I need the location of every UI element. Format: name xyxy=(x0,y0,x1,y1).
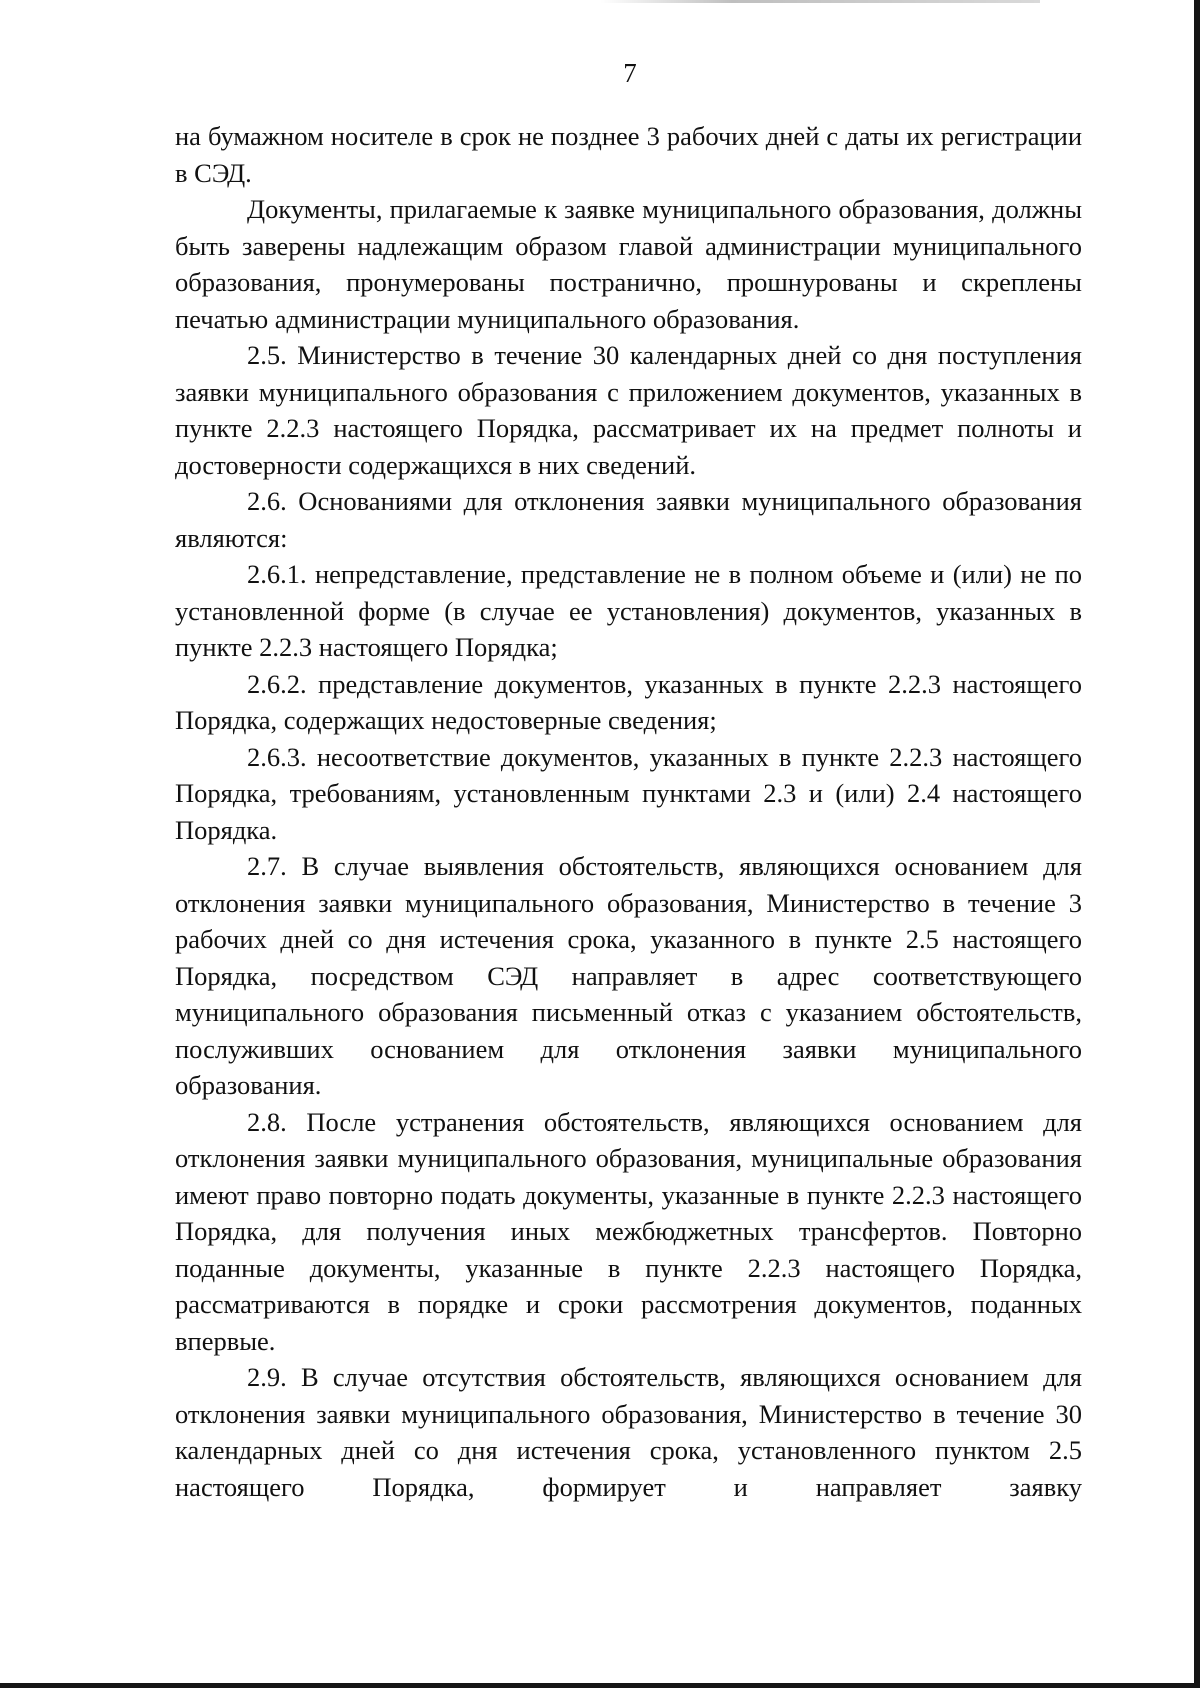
paragraph-2-6-3: 2.6.3. несоответствие документов, указанных в пункте 2.2.3 настоящего Порядка, требованиям, установленным пунктами 2.3 и (или) 2.4 настоящего Порядка. xyxy=(175,741,1082,845)
paragraph-2-8: 2.8. После устранения обстоятельств, являющихся основанием для отклонения заявки муниципального образования, муниципальные образования имеют право повторно подать документы, указанные в пункте 2.2.3 настоящего Порядка, для получения иных межбюджетных трансфертов. Повторно поданные документы, указанные в пункте 2.2.3 настоящего Порядка, рассматриваются в порядке и сроки рассмотрения документов, поданных впервые. xyxy=(175,1106,1082,1356)
scan-edge-right xyxy=(1194,0,1200,1688)
scan-edge-top xyxy=(600,0,1040,3)
paragraph-2-6-2: 2.6.2. представление документов, указанных в пункте 2.2.3 настоящего Порядка, содержащих недостоверные сведения; xyxy=(175,668,1082,735)
document-body xyxy=(175,118,1082,1505)
paragraph-continuation: на бумажном носителе в срок не позднее 3 рабочих дней с даты их регистрации в СЭД. xyxy=(175,121,1082,188)
paragraph-documents-certification: Документы, прилагаемые к заявке муниципального образования, должны быть заверены надлежащим образом главой администрации муниципального образования, пронумерованы постранично, прошнурованы и скреплены печатью администрации муниципального образования. xyxy=(175,194,1082,334)
paragraph-2-5: 2.5. Министерство в течение 30 календарных дней со дня поступления заявки муниципального образования с приложением документов, указанных в пункте 2.2.3 настоящего Порядка, рассматривает их на предмет полноты и достоверности содержащихся в них сведений. xyxy=(175,340,1082,480)
paragraph-2-6-1: 2.6.1. непредставление, представление не в полном объеме и (или) не по установленной форме (в случае ее установления) документов, указанных в пункте 2.2.3 настоящего Порядка; xyxy=(175,559,1082,662)
scan-edge-bottom xyxy=(0,1683,1200,1688)
paragraph-2-9: 2.9. В случае отсутствия обстоятельств, являющихся основанием для отклонения заявки муниципального образования, Министерство в течение 30 календарных дней со дня истечения срока, установленного пунктом 2.5 настоящего Порядка, формирует и направляет заявку xyxy=(175,1362,1082,1502)
paragraph-2-7: 2.7. В случае выявления обстоятельств, являющихся основанием для отклонения заявки муниципального образования, Министерство в течение 3 рабочих дней со дня истечения срока, указанного в пункте 2.5 настоящего Порядка, посредством СЭД направляет в адрес соответствующего муниципального образования письменный отказ с указанием обстоятельств, послуживших основанием для отклонения заявки муниципального образования. xyxy=(175,851,1082,1100)
paragraph-2-6: 2.6. Основаниями для отклонения заявки муниципального образования являются: xyxy=(175,486,1082,553)
page-number: 7 xyxy=(623,58,637,88)
